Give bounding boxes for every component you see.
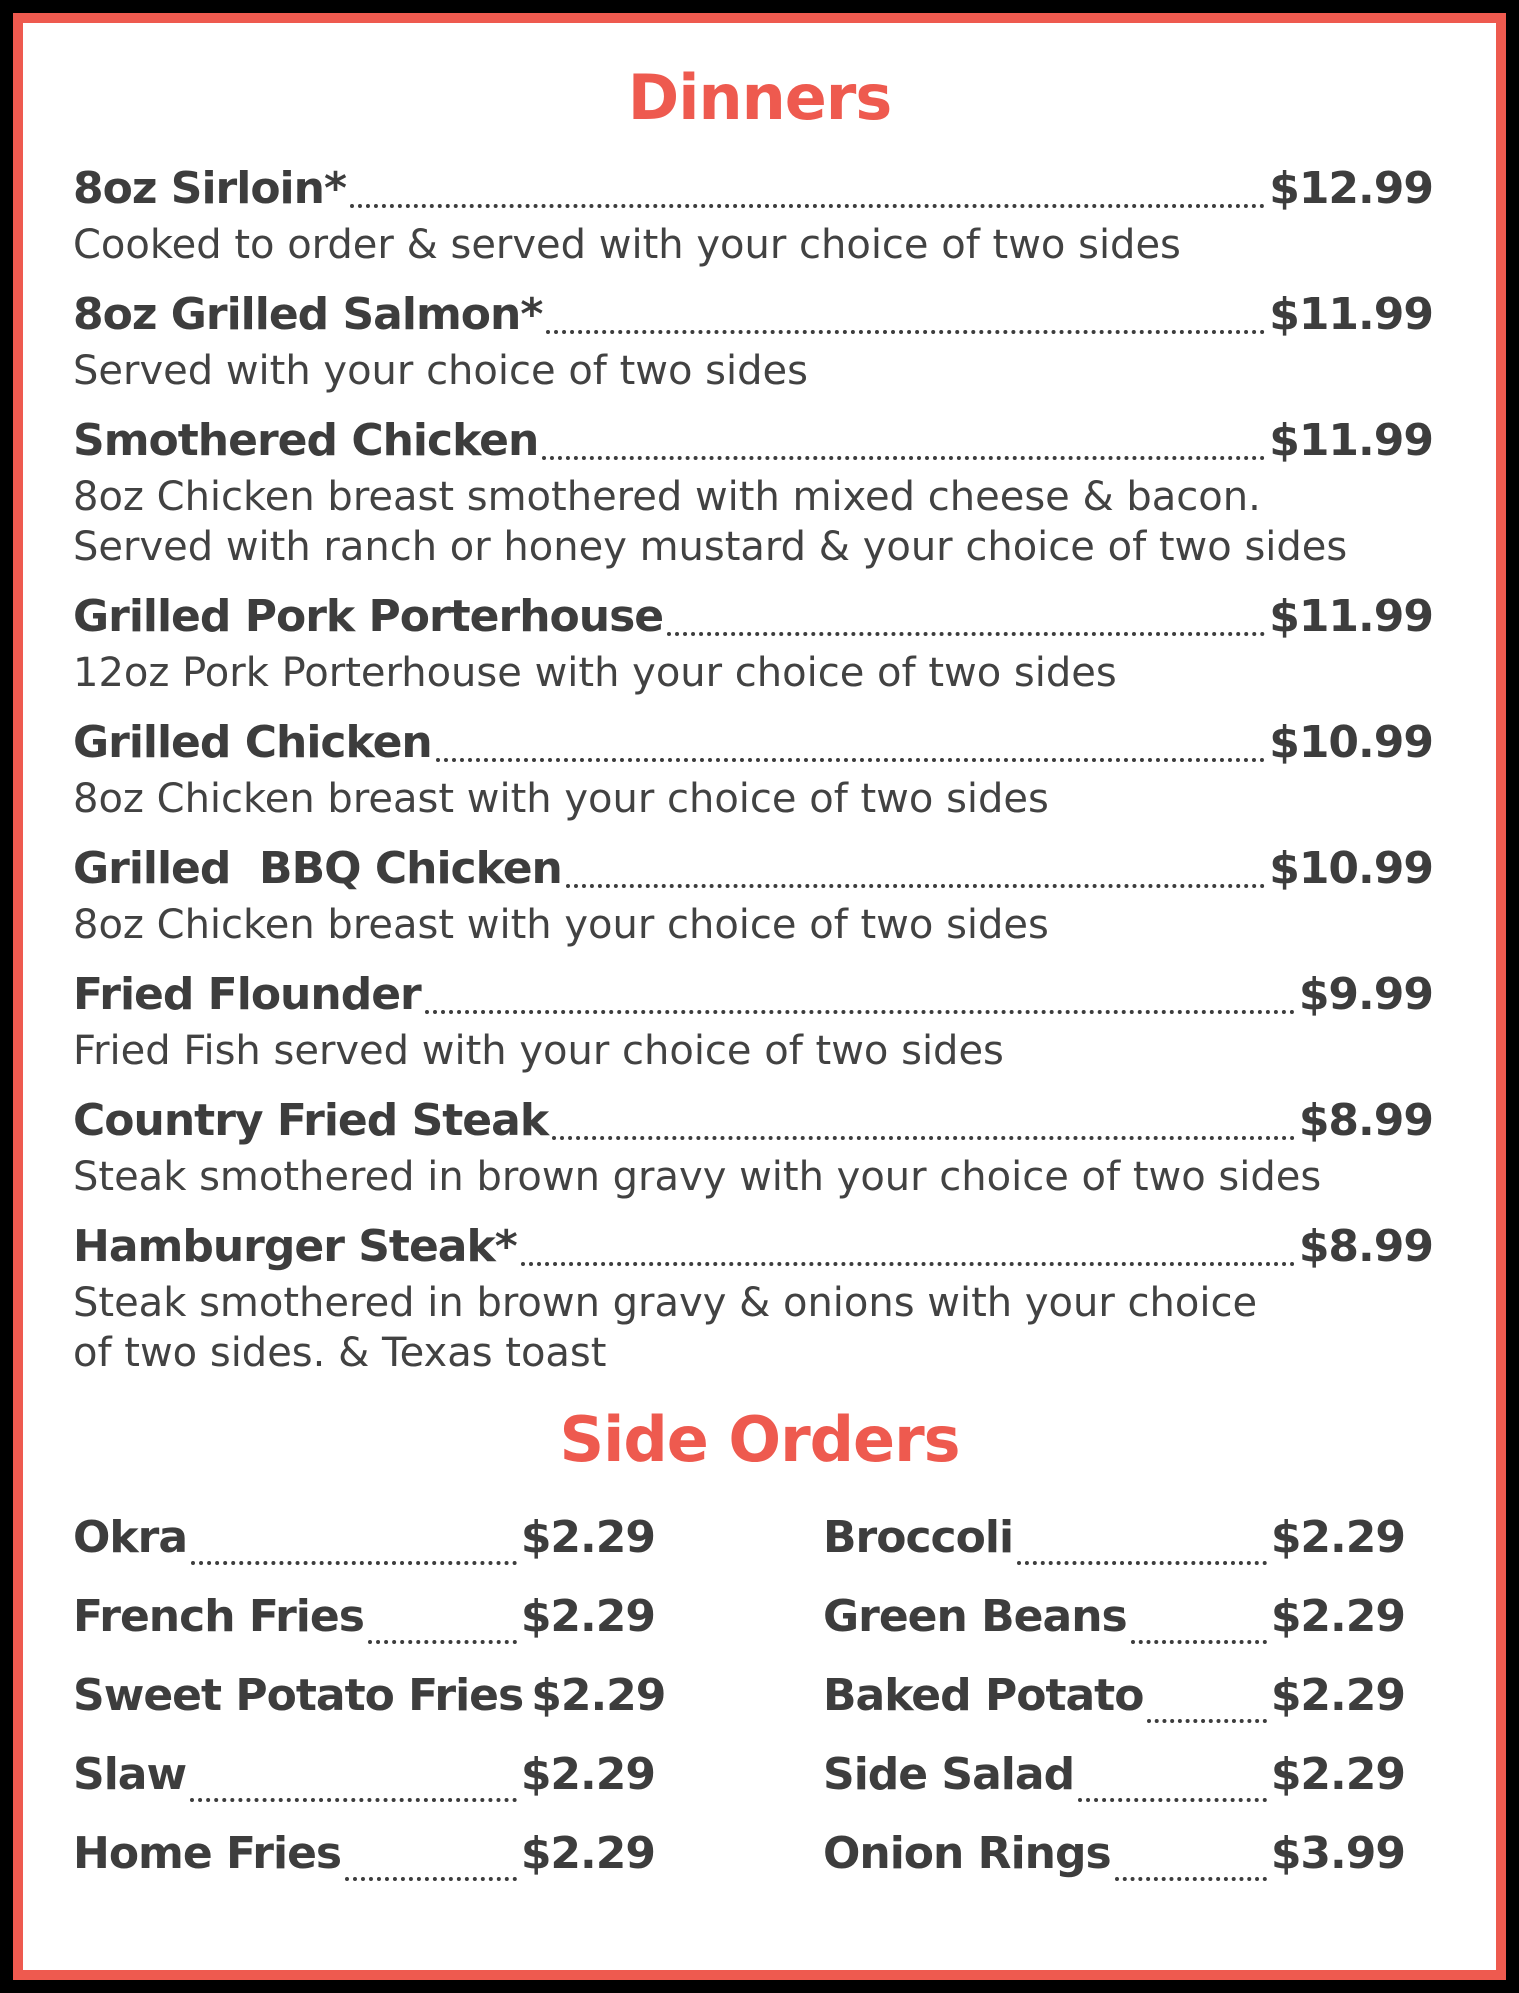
side-item: [73, 1577, 655, 1656]
dot-leader: [436, 758, 1265, 762]
item-price: $10.99: [1269, 843, 1433, 894]
dot-leader: [542, 456, 1265, 460]
menu-page: [13, 13, 1506, 1980]
item-price: $3.99: [1270, 1828, 1405, 1879]
dot-leader: [521, 1262, 1295, 1266]
item-price: $2.29: [1270, 1512, 1405, 1563]
dot-leader: [1131, 1640, 1267, 1644]
item-name: 8oz Grilled Salmon*: [73, 289, 543, 340]
dinners-heading: Dinners: [627, 61, 892, 134]
item-price: $10.99: [1269, 717, 1433, 768]
item-description: Fried Fish served with your choice of two sides: [73, 1028, 1004, 1074]
item-name: Fried Flounder: [73, 969, 421, 1020]
dot-leader: [552, 1136, 1295, 1140]
menu-item: [73, 410, 1433, 572]
dot-leader: [566, 884, 1265, 888]
item-price: $11.99: [1269, 415, 1433, 466]
item-price: $2.29: [520, 1591, 655, 1642]
item-description: Steak smothered in brown gravy & onions with your choice of two sides. & Texas toast: [73, 1280, 1258, 1376]
menu-item: [73, 712, 1433, 824]
side-item: [823, 1735, 1405, 1814]
side-item: [823, 1656, 1405, 1735]
item-name: Side Salad: [823, 1749, 1075, 1800]
item-name: Grilled Chicken: [73, 717, 432, 768]
menu-item: [73, 1090, 1433, 1202]
item-description: 12oz Pork Porterhouse with your choice of two sides: [73, 650, 1117, 696]
menu-item: [73, 284, 1433, 396]
dot-leader: [350, 204, 1265, 208]
side-item: [823, 1577, 1405, 1656]
menu-item: [73, 586, 1433, 698]
item-name: Hamburger Steak*: [73, 1221, 517, 1272]
item-name: Slaw: [73, 1749, 187, 1800]
side-orders-right-column: [823, 1498, 1405, 1893]
side-item: [73, 1814, 655, 1893]
item-name: French Fries: [73, 1591, 364, 1642]
item-description: Served with your choice of two sides: [73, 348, 808, 394]
item-name: Broccoli: [823, 1512, 1014, 1563]
side-item: [823, 1498, 1405, 1577]
dot-leader: [368, 1640, 517, 1644]
item-name: Home Fries: [73, 1828, 342, 1879]
item-price: $2.29: [1270, 1670, 1405, 1721]
dot-leader: [345, 1877, 517, 1881]
item-price: $2.29: [520, 1749, 655, 1800]
dot-leader: [1017, 1561, 1267, 1565]
item-name: Smothered Chicken: [73, 415, 539, 466]
item-name: Grilled BBQ Chicken: [73, 843, 562, 894]
dinner-list: [73, 158, 1433, 1392]
item-price: $2.29: [531, 1670, 666, 1721]
dot-leader: [546, 330, 1265, 334]
item-name: Green Beans: [823, 1591, 1127, 1642]
dot-leader: [1147, 1719, 1266, 1723]
item-price: $9.99: [1298, 969, 1433, 1020]
item-name: 8oz Sirloin*: [73, 163, 346, 214]
side-orders-left-column: [73, 1498, 666, 1893]
item-price: $2.29: [520, 1828, 655, 1879]
side-item: [73, 1498, 655, 1577]
item-price: $11.99: [1269, 591, 1433, 642]
item-name: Baked Potato: [823, 1670, 1144, 1721]
item-name: Okra: [73, 1512, 188, 1563]
item-name: Grilled Pork Porterhouse: [73, 591, 664, 642]
item-description: 8oz Chicken breast with your choice of two sides: [73, 902, 1049, 948]
dot-leader: [191, 1561, 517, 1565]
item-name: Country Fried Steak: [73, 1095, 549, 1146]
menu-item: [73, 964, 1433, 1076]
side-item: [823, 1814, 1405, 1893]
item-price: $2.29: [1270, 1749, 1405, 1800]
menu-item: [73, 158, 1433, 270]
item-description: Cooked to order & served with your choice of two sides: [73, 222, 1181, 268]
item-description: Steak smothered in brown gravy with your choice of two sides: [73, 1154, 1322, 1200]
dot-leader: [1078, 1798, 1267, 1802]
dot-leader: [190, 1798, 517, 1802]
dot-leader: [667, 632, 1265, 636]
item-price: $8.99: [1298, 1221, 1433, 1272]
dot-leader: [425, 1010, 1295, 1014]
item-description: 8oz Chicken breast smothered with mixed cheese & bacon. Served with ranch or honey mustard & your choice of two sides: [73, 474, 1348, 570]
item-name: Onion Rings: [823, 1828, 1111, 1879]
side-item: [73, 1656, 666, 1735]
item-description: 8oz Chicken breast with your choice of two sides: [73, 776, 1049, 822]
item-name: Sweet Potato Fries: [73, 1670, 524, 1721]
dot-leader: [1115, 1877, 1267, 1881]
menu-item: [73, 838, 1433, 950]
item-price: $8.99: [1298, 1095, 1433, 1146]
item-price: $2.29: [1270, 1591, 1405, 1642]
item-price: $11.99: [1269, 289, 1433, 340]
item-price: $12.99: [1269, 163, 1433, 214]
item-price: $2.29: [520, 1512, 655, 1563]
side-orders-heading: Side Orders: [559, 1403, 960, 1476]
side-item: [73, 1735, 655, 1814]
menu-item: [73, 1216, 1433, 1378]
